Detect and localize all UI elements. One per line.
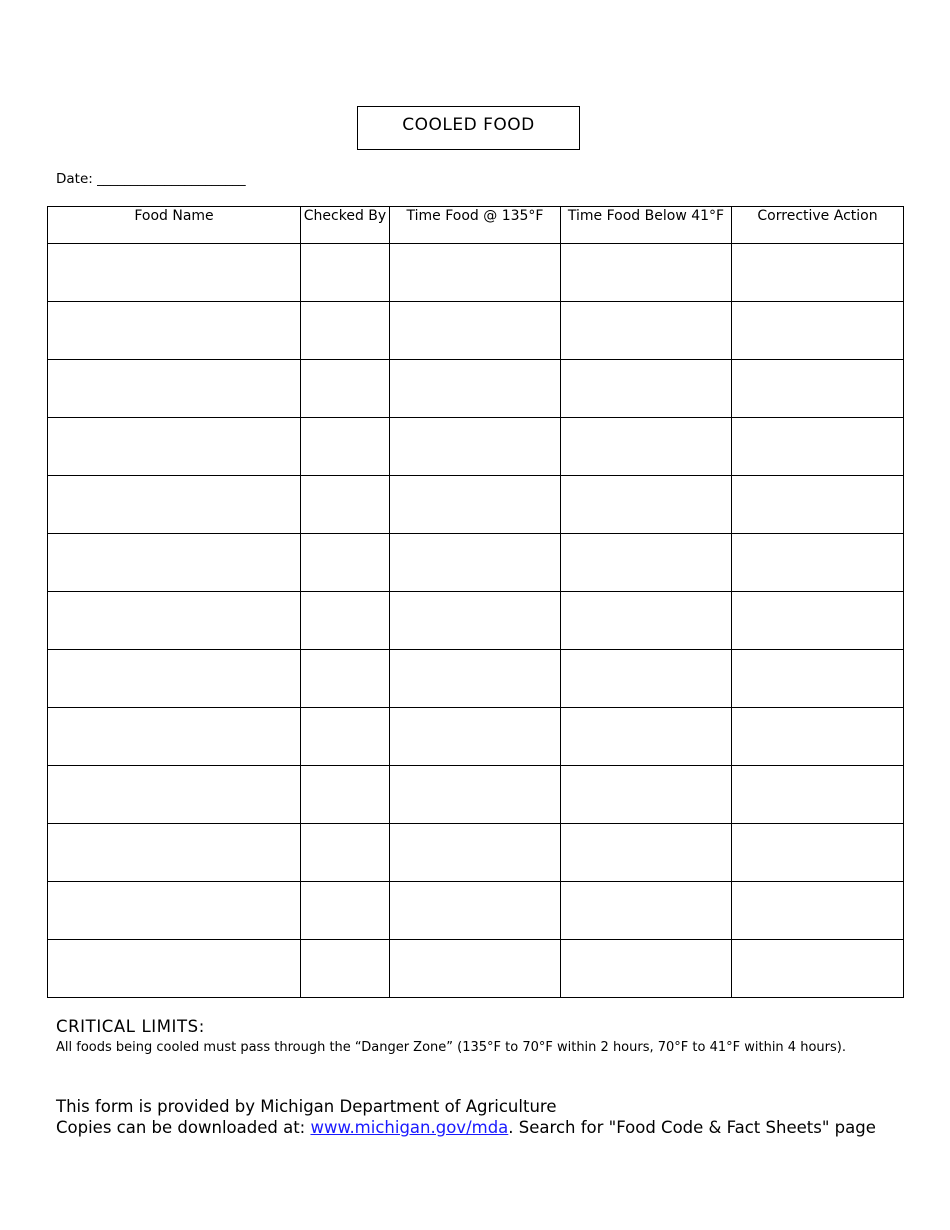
cell-time-at-135[interactable] [390, 650, 561, 708]
table-header-row [48, 207, 904, 244]
cell-checked-by[interactable] [301, 360, 390, 418]
footer-download-suffix: . Search for "Food Code & Fact Sheets" page [508, 1118, 876, 1137]
cell-checked-by[interactable] [301, 940, 390, 998]
cell-checked-by[interactable] [301, 766, 390, 824]
cell-checked-by[interactable] [301, 418, 390, 476]
cell-time-below-41[interactable] [561, 476, 732, 534]
cell-checked-by[interactable] [301, 244, 390, 302]
header-time-at-135: Time Food @ 135°F [390, 207, 561, 244]
cell-time-at-135[interactable] [390, 592, 561, 650]
cell-food-name[interactable] [48, 534, 301, 592]
cell-corrective-action[interactable] [732, 302, 904, 360]
header-corrective-action: Corrective Action [732, 207, 904, 244]
cell-time-at-135[interactable] [390, 302, 561, 360]
header-checked-by: Checked By [301, 207, 390, 244]
cell-time-below-41[interactable] [561, 244, 732, 302]
date-field-label: Date: ______________________ [56, 171, 246, 187]
cell-food-name[interactable] [48, 244, 301, 302]
cell-time-below-41[interactable] [561, 534, 732, 592]
cell-corrective-action[interactable] [732, 824, 904, 882]
critical-limits-text: All foods being cooled must pass through the “Danger Zone” (135°F to 70°F within 2 hours, 70°F to 41°F within 4 hours). [56, 1040, 846, 1055]
cell-time-below-41[interactable] [561, 650, 732, 708]
cell-time-at-135[interactable] [390, 824, 561, 882]
critical-limits-title: CRITICAL LIMITS: [56, 1017, 205, 1036]
cell-food-name[interactable] [48, 360, 301, 418]
cell-checked-by[interactable] [301, 824, 390, 882]
table-row [48, 650, 904, 708]
cell-time-at-135[interactable] [390, 534, 561, 592]
mda-link[interactable]: www.michigan.gov/mda [310, 1118, 509, 1137]
cell-checked-by[interactable] [301, 302, 390, 360]
cell-corrective-action[interactable] [732, 766, 904, 824]
cell-checked-by[interactable] [301, 592, 390, 650]
table-row [48, 534, 904, 592]
cell-checked-by[interactable] [301, 650, 390, 708]
cell-checked-by[interactable] [301, 882, 390, 940]
footer-provider-line: This form is provided by Michigan Department of Agriculture [56, 1097, 557, 1116]
cell-time-below-41[interactable] [561, 708, 732, 766]
cell-food-name[interactable] [48, 476, 301, 534]
cell-corrective-action[interactable] [732, 244, 904, 302]
table-row [48, 940, 904, 998]
cell-time-below-41[interactable] [561, 360, 732, 418]
cell-time-below-41[interactable] [561, 882, 732, 940]
table-row [48, 824, 904, 882]
cell-time-at-135[interactable] [390, 360, 561, 418]
cell-corrective-action[interactable] [732, 882, 904, 940]
footer-download-line [56, 1118, 876, 1137]
table-row [48, 244, 904, 302]
header-time-below-41: Time Food Below 41°F [561, 207, 732, 244]
header-food-name: Food Name [48, 207, 301, 244]
cell-time-below-41[interactable] [561, 824, 732, 882]
cell-corrective-action[interactable] [732, 360, 904, 418]
cell-checked-by[interactable] [301, 476, 390, 534]
table-row [48, 360, 904, 418]
cell-food-name[interactable] [48, 302, 301, 360]
cell-corrective-action[interactable] [732, 418, 904, 476]
cell-food-name[interactable] [48, 766, 301, 824]
cell-food-name[interactable] [48, 882, 301, 940]
table-row [48, 882, 904, 940]
cooling-log-table [47, 206, 904, 998]
cell-food-name[interactable] [48, 418, 301, 476]
cell-time-below-41[interactable] [561, 418, 732, 476]
table-row [48, 418, 904, 476]
cell-food-name[interactable] [48, 650, 301, 708]
form-title: COOLED FOOD [357, 106, 580, 150]
cell-food-name[interactable] [48, 824, 301, 882]
cell-time-below-41[interactable] [561, 940, 732, 998]
cell-time-below-41[interactable] [561, 302, 732, 360]
cell-checked-by[interactable] [301, 708, 390, 766]
table-row [48, 302, 904, 360]
cell-corrective-action[interactable] [732, 708, 904, 766]
cell-corrective-action[interactable] [732, 650, 904, 708]
cell-corrective-action[interactable] [732, 534, 904, 592]
cell-food-name[interactable] [48, 940, 301, 998]
cell-corrective-action[interactable] [732, 592, 904, 650]
cell-time-at-135[interactable] [390, 244, 561, 302]
table-row [48, 708, 904, 766]
cell-checked-by[interactable] [301, 534, 390, 592]
cell-time-at-135[interactable] [390, 476, 561, 534]
cell-corrective-action[interactable] [732, 476, 904, 534]
cell-time-at-135[interactable] [390, 766, 561, 824]
cell-time-at-135[interactable] [390, 882, 561, 940]
table-body [48, 244, 904, 998]
table-row [48, 592, 904, 650]
cell-time-below-41[interactable] [561, 766, 732, 824]
footer-download-prefix: Copies can be downloaded at: [56, 1118, 311, 1137]
table-row [48, 476, 904, 534]
cell-time-at-135[interactable] [390, 940, 561, 998]
cell-food-name[interactable] [48, 592, 301, 650]
cell-time-below-41[interactable] [561, 592, 732, 650]
table-row [48, 766, 904, 824]
cell-corrective-action[interactable] [732, 940, 904, 998]
cell-time-at-135[interactable] [390, 418, 561, 476]
cell-time-at-135[interactable] [390, 708, 561, 766]
cell-food-name[interactable] [48, 708, 301, 766]
